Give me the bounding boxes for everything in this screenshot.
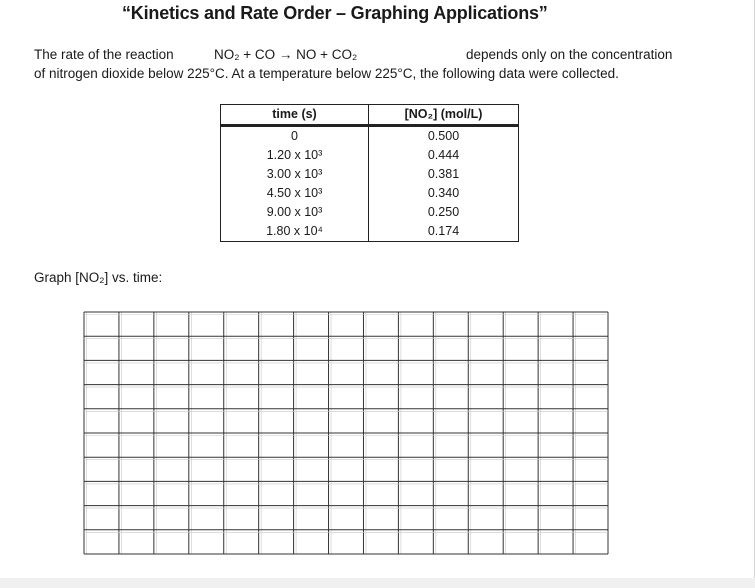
time-cell: 1.80 x 10⁴ (221, 222, 369, 242)
concentration-cell: 0.250 (369, 203, 519, 222)
time-cell: 4.50 x 10³ (221, 184, 369, 203)
intro-lead: The rate of the reaction (34, 47, 174, 62)
table-row (221, 222, 519, 242)
page-title: “Kinetics and Rate Order – Graphing Applications” (122, 3, 548, 23)
intro-tail: depends only on the concentration (466, 47, 673, 62)
concentration-cell: 0.174 (369, 222, 519, 242)
table-row (221, 184, 519, 203)
concentration-cell: 0.500 (369, 126, 519, 147)
table-row (221, 126, 519, 147)
concentration-cell: 0.381 (369, 165, 519, 184)
concentration-cell: 0.444 (369, 146, 519, 165)
table-header-row (221, 105, 519, 126)
time-cell: 3.00 x 10³ (221, 165, 369, 184)
time-cell: 1.20 x 10³ (221, 146, 369, 165)
time-cell: 9.00 x 10³ (221, 203, 369, 222)
table-row (221, 146, 519, 165)
concentration-cell: 0.340 (369, 184, 519, 203)
header-concentration: [NO₂] (mol/L) (369, 105, 519, 126)
intro-line-2: of nitrogen dioxide below 225°C. At a temperature below 225°C, the following data were collected. (34, 66, 619, 81)
table-row (221, 203, 519, 222)
header-time: time (s) (221, 105, 369, 126)
time-cell: 0 (221, 126, 369, 147)
data-table (220, 104, 519, 242)
table-row (221, 165, 519, 184)
graph-grid (83, 311, 609, 555)
reaction-equation: NO₂ + CO → NO + CO₂ (214, 47, 358, 62)
graph-label: Graph [NO₂] vs. time: (34, 270, 163, 285)
